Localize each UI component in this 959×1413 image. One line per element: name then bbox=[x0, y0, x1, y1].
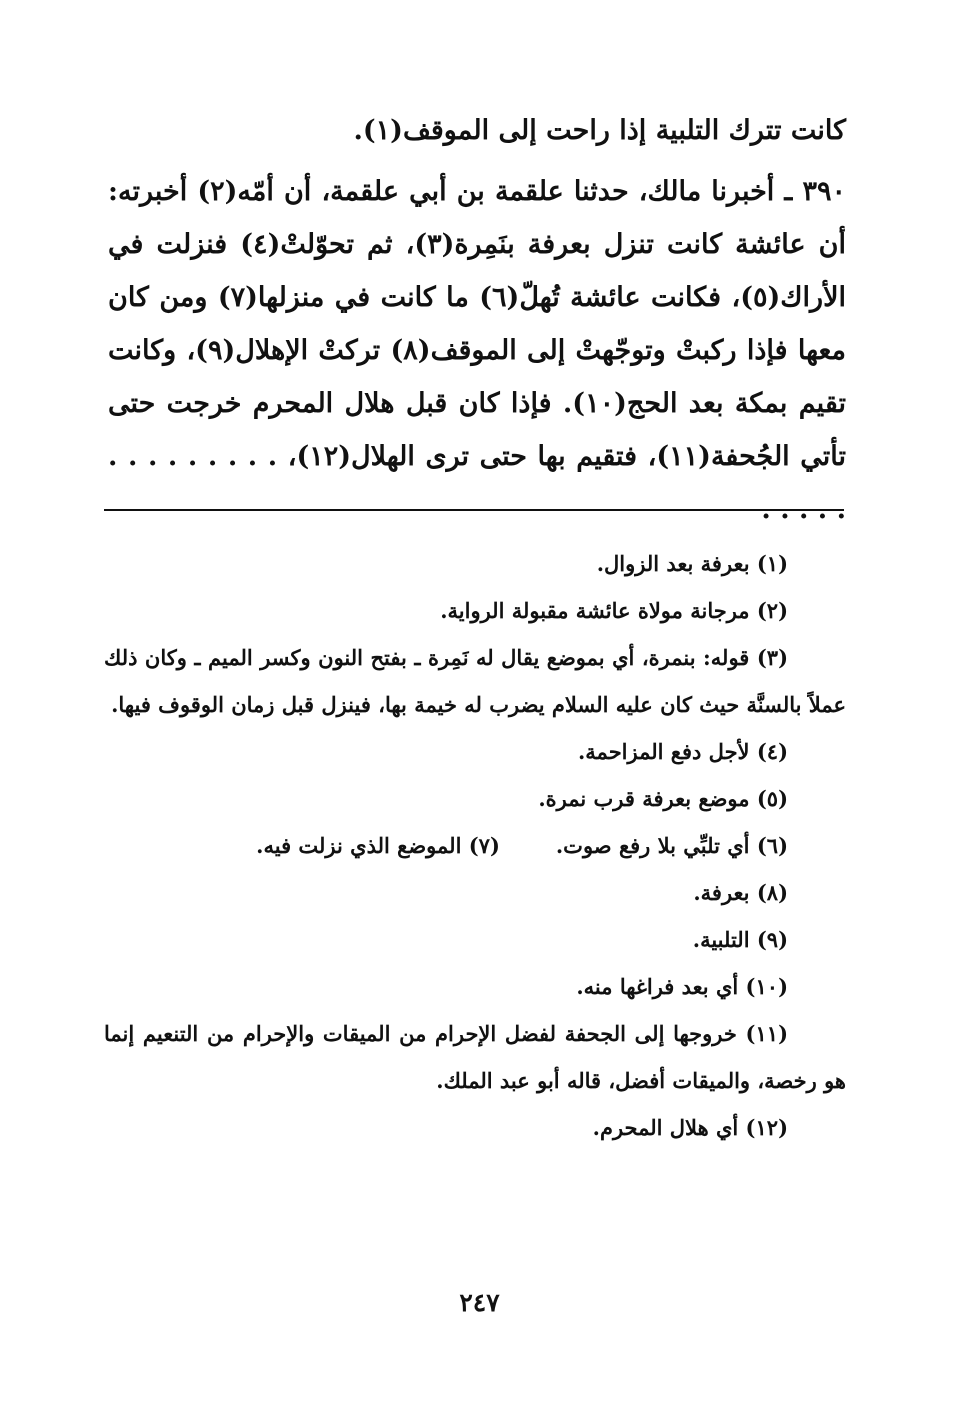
footnote-10: (١٠) أي بعد فراغها منه. bbox=[576, 974, 788, 999]
footnote-8: (٨) بعرفة. bbox=[693, 880, 788, 905]
footnote-7: (٧) الموضع الذي نزلت فيه. bbox=[256, 833, 500, 858]
footnote-5: (٥) موضع بعرفة قرب نمرة. bbox=[538, 786, 788, 811]
footnote-1: (١) بعرفة بعد الزوال. bbox=[596, 551, 788, 576]
continuation-line: كانت تترك التلبية إذا راحت إلى الموقف(١). bbox=[353, 115, 846, 146]
footnote-divider bbox=[104, 509, 844, 511]
footnote-11: (١١) خروجها إلى الجحفة لفضل الإحرام من الميقات والإحرام من التنعيم إنما هو رخصة، والميقات أفضل، قاله أبو عبد الملك. bbox=[104, 1021, 846, 1093]
hadith-390: ٣٩٠ ـ أخبرنا مالك، حدثنا علقمة بن أبي علقمة، أن أمّه(٢) أخبرته: أن عائشة كانت تنزل بعرفة بنَمِرة(٣)، ثم تحوّلتْ(٤) فنزلت في الأراك(٥)، فكانت عائشة تُهلّ(٦) ما كانت في منزلها(٧) ومن كان معها فإذا ركبتْ وتوجّهتْ إلى الموقف(٨) تركتْ الإهلال(٩)، وكانت تقيم بمكة بعد الحج(١٠). فإذا كان قبل هلال المحرم خرجت حتى تأتي الجُحفة(١١)، فتقيم بها حتى ترى الهلال(١٢)، . . . . . . . . . . . . . . bbox=[108, 176, 846, 525]
footnote-3: (٣) قوله: بنمرة، أي بموضع يقال له نَمِرة ـ بفتح النون وكسر الميم ـ وكان ذلك عملاً بالسنَّة حيث كان عليه السلام يضرب له خيمة بها، فينزل قبل زمان الوقوف فيها. bbox=[104, 645, 846, 717]
footnote-9: (٩) التلبية. bbox=[692, 927, 788, 952]
footnote-6: (٦) أي تلبِّي بلا رفع صوت. bbox=[555, 833, 788, 858]
main-text bbox=[108, 104, 846, 536]
footnotes bbox=[104, 540, 846, 1151]
footnote-12: (١٢) أي هلال المحرم. bbox=[592, 1115, 788, 1140]
footnote-row-6-7 bbox=[104, 822, 846, 869]
page-number: ٢٤٧ bbox=[459, 1288, 500, 1317]
footnote-4: (٤) لأجل دفع المزاحمة. bbox=[577, 739, 788, 764]
footnote-2: (٢) مرجانة مولاة عائشة مقبولة الرواية. bbox=[440, 598, 788, 623]
